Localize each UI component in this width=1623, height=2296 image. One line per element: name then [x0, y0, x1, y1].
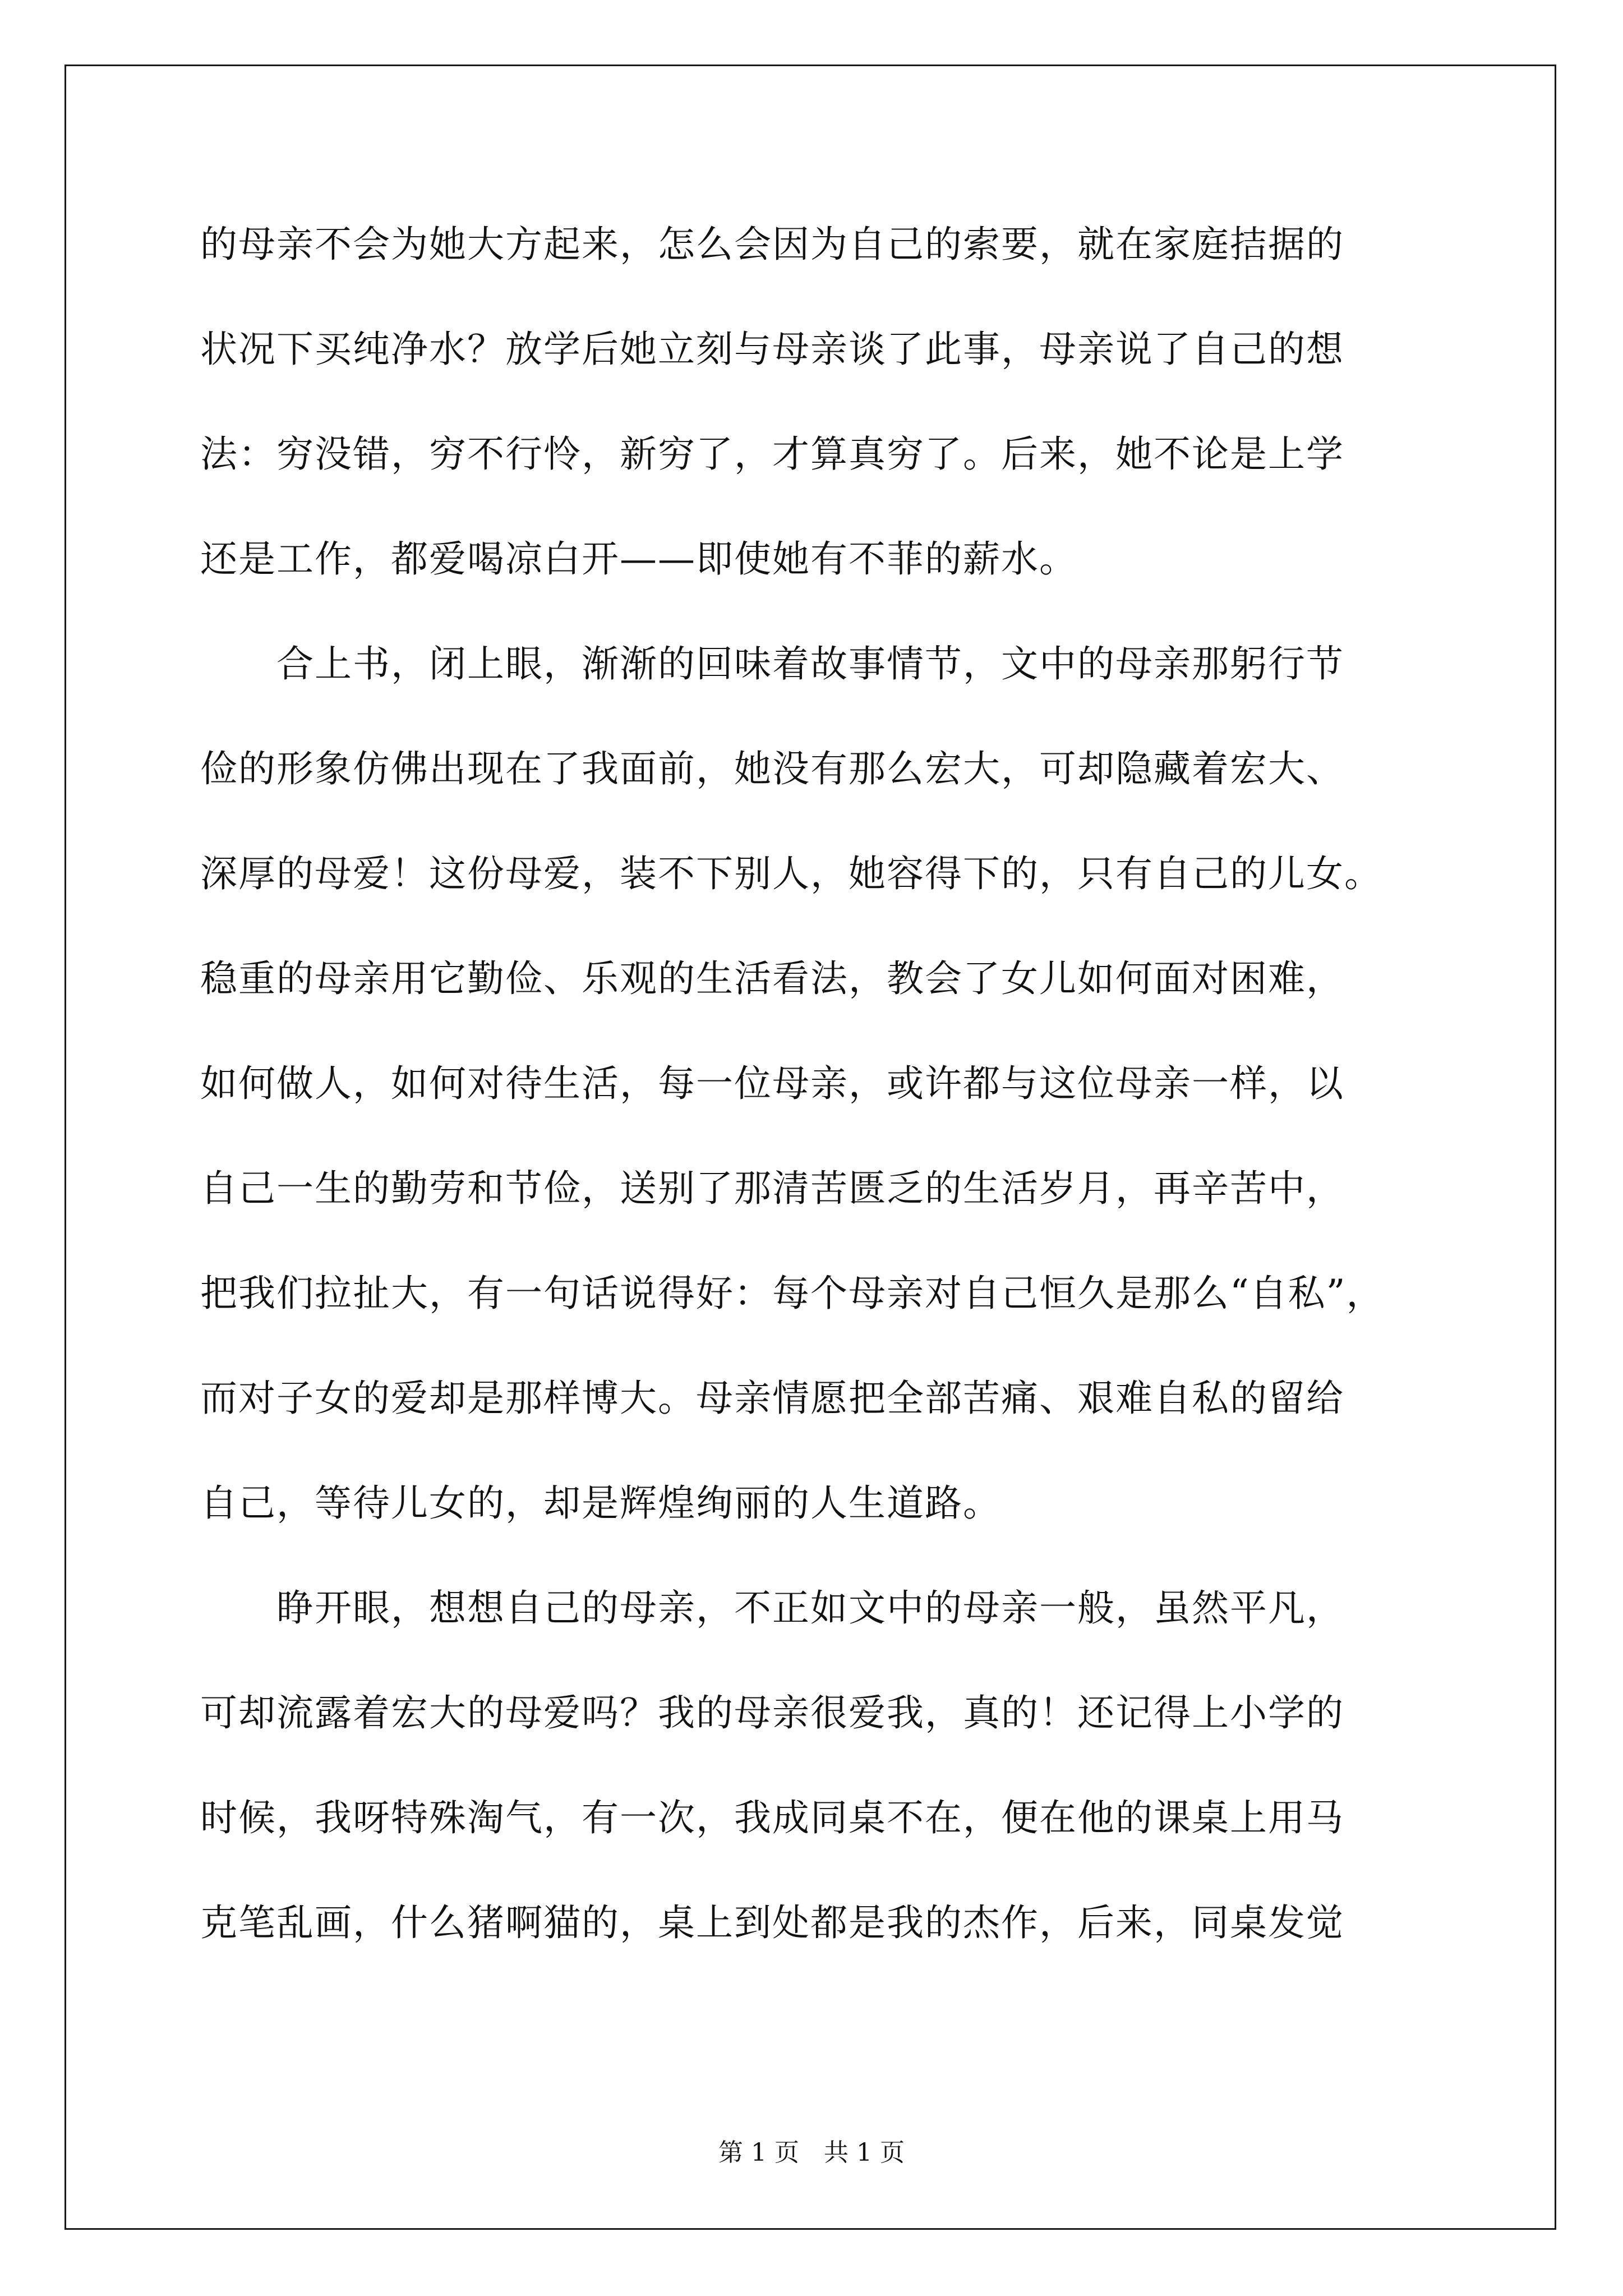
body-text-line: 可却流露着宏大的母爱吗？我的母亲很爱我，真的！还记得上小学的 — [200, 1691, 1344, 1734]
body-text-line: 俭的形象仿佛出现在了我面前，她没有那么宏大，可却隐藏着宏大、 — [200, 747, 1344, 790]
body-text-line: 状况下买纯净水？放学后她立刻与母亲谈了此事，母亲说了自己的想 — [200, 328, 1344, 371]
body-text-line: 时候，我呀特殊淘气，有一次，我成同桌不在，便在他的课桌上用马 — [200, 1796, 1344, 1839]
body-text-line: 而对子女的爱却是那样博大。母亲情愿把全部苦痛、艰难自私的留给 — [200, 1377, 1344, 1420]
body-text-line: 克笔乱画，什么猪啊猫的，桌上到处都是我的杰作，后来，同桌发觉 — [200, 1901, 1344, 1944]
body-text-line: 如何做人，如何对待生活，每一位母亲，或许都与这位母亲一样，以 — [200, 1062, 1344, 1105]
body-text-line: 合上书，闭上眼，渐渐的回味着故事情节，文中的母亲那躬行节 — [200, 642, 1344, 685]
body-text-line: 还是工作，都爱喝凉白开——即使她有不菲的薪水。 — [200, 537, 1077, 581]
page-number-footer: 第 1 页 共 1 页 — [718, 2138, 905, 2167]
body-text-line: 的母亲不会为她大方起来，怎么会因为自己的索要，就在家庭拮据的 — [200, 223, 1344, 266]
body-text-line: 稳重的母亲用它勤俭、乐观的生活看法，教会了女儿如何面对困难， — [200, 957, 1344, 1000]
body-text-line: 把我们拉扯大，有一句话说得好：每个母亲对自己恒久是那么“自私”， — [200, 1272, 1385, 1315]
body-text-line: 深厚的母爱！这份母爱，装不下别人，她容得下的，只有自己的儿女。 — [200, 852, 1382, 895]
body-text-line: 自己，等待儿女的，却是辉煌绚丽的人生道路。 — [200, 1481, 1001, 1525]
body-text-line: 自己一生的勤劳和节俭，送别了那清苦匮乏的生活岁月，再辛苦中， — [200, 1167, 1344, 1210]
body-text-line: 睁开眼，想想自己的母亲，不正如文中的母亲一般，虽然平凡， — [200, 1586, 1344, 1630]
body-text-line: 法：穷没错，穷不行怜，新穷了，才算真穷了。后来，她不论是上学 — [200, 432, 1344, 476]
